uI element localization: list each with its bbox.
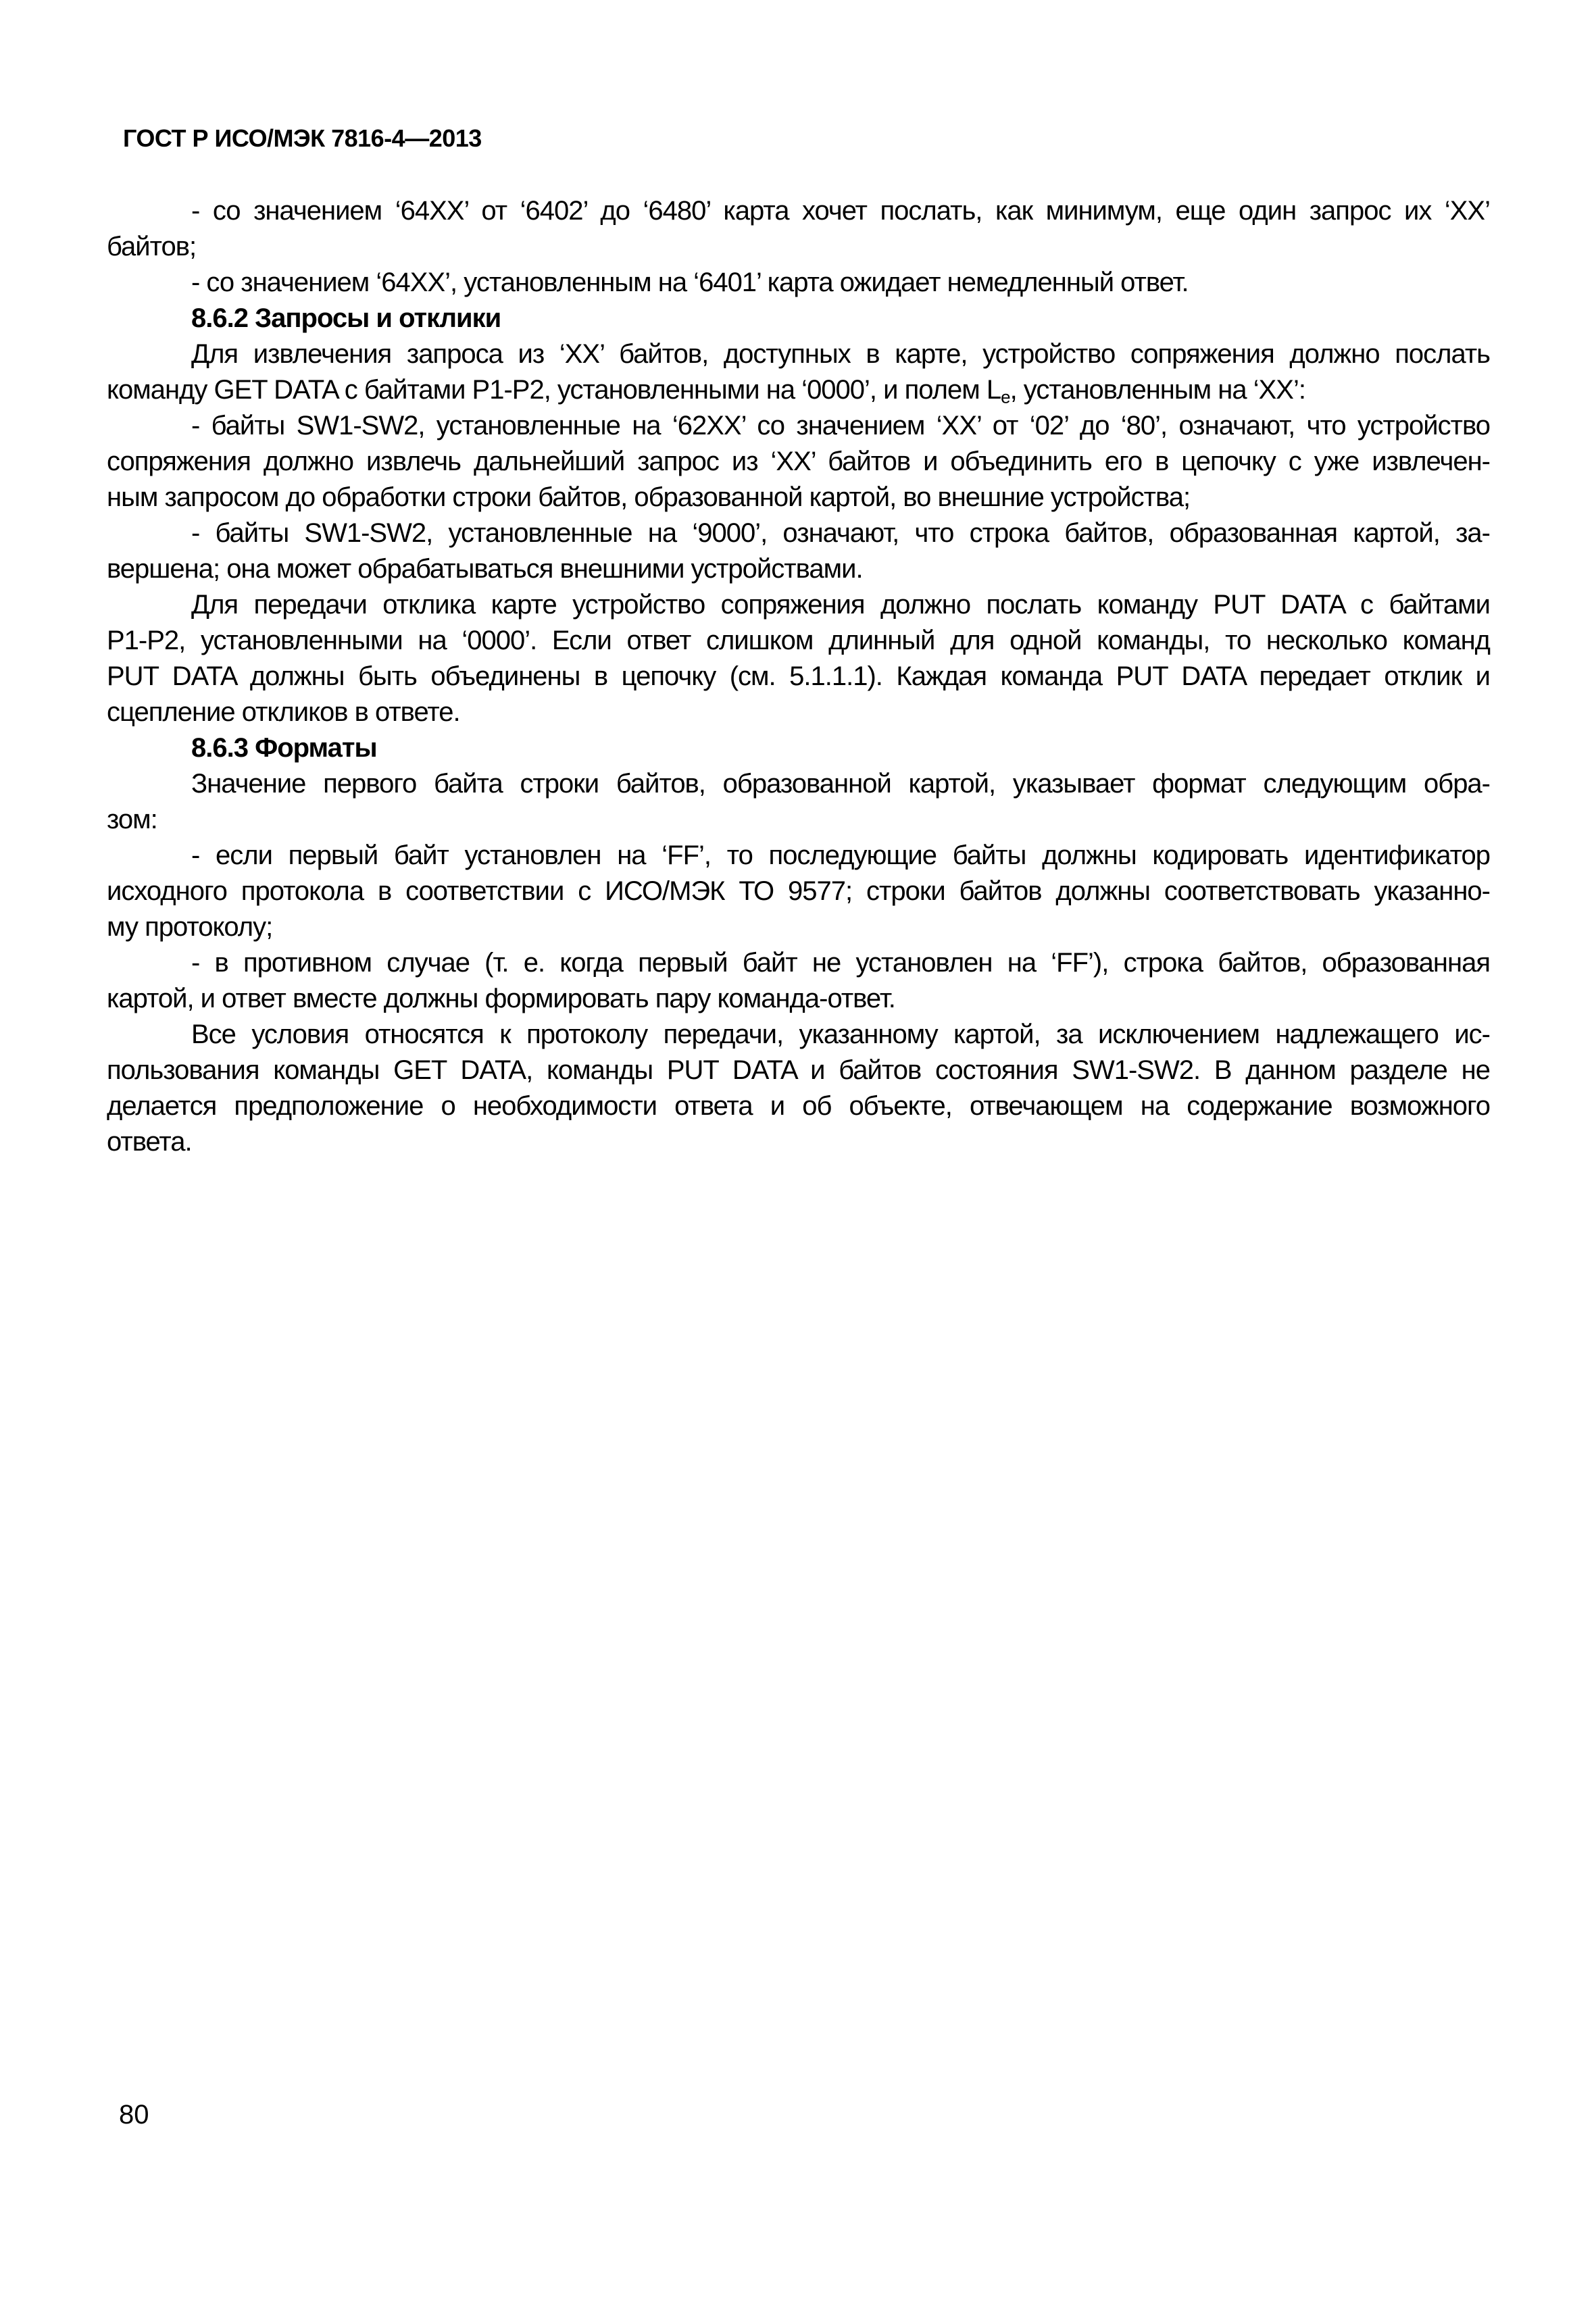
text-line: ответа. xyxy=(107,1127,192,1157)
paragraph xyxy=(107,336,1490,408)
text-line: Для передачи отклика карте устройство сопряжения должно послать команду PUT DATA с байтами xyxy=(191,590,1490,620)
text-line: вершена; она может обрабатываться внешними устройствами. xyxy=(107,554,863,584)
paragraph xyxy=(107,587,1490,730)
text-line: команду GET DATA с байтами P1-P2, установленными на ‘0000’, и полем $L_e$, установленным на ‘XX’: xyxy=(107,375,1305,407)
section-heading xyxy=(107,301,1490,336)
text-line: байтов; xyxy=(107,232,197,261)
text-line: сцепление откликов в ответе. xyxy=(107,697,460,727)
text-line: - если первый байт установлен на ‘FF’, то последующие байты должны кодировать идентификатор xyxy=(191,840,1490,870)
text-line: Для извлечения запроса из ‘XX’ байтов, доступных в карте, устройство сопряжения должно послать xyxy=(191,339,1490,369)
paragraph xyxy=(107,1017,1490,1160)
paragraph xyxy=(107,766,1490,838)
text-line: 8.6.3 Форматы xyxy=(191,733,377,763)
text-line: картой, и ответ вместе должны формировать пару команда-ответ. xyxy=(107,984,895,1013)
text-line: - со значением ‘64XX’, установленным на ‘6401’ карта ожидает немедленный ответ. xyxy=(191,268,1189,297)
running-header-standard-designation: ГОСТ Р ИСО/МЭК 7816-4—2013 xyxy=(123,124,482,152)
page-number: 80 xyxy=(119,2100,149,2130)
subscript-e: e xyxy=(1001,386,1010,407)
text-line: исходного протокола в соответствии с ИСО/МЭК ТО 9577; строки байтов должны соответствовать указанно- xyxy=(107,876,1490,906)
text-line: му протоколу; xyxy=(107,912,273,942)
text-line: пользования команды GET DATA, команды PUT DATA и байтов состояния SW1-SW2. В данном разделе не xyxy=(107,1055,1490,1085)
text-line: ным запросом до обработки строки байтов, образованной картой, во внешние устройства; xyxy=(107,482,1191,512)
list-item xyxy=(107,265,1490,301)
list-item xyxy=(107,408,1490,515)
text-line: зом: xyxy=(107,805,157,834)
text-line: - со значением ‘64XX’ от ‘6402’ до ‘6480’ карта хочет послать, как минимум, еще один запрос их ‘XX’ xyxy=(191,196,1490,226)
list-item xyxy=(107,838,1490,945)
text-line: делается предположение о необходимости ответа и об объекте, отвечающем на содержание возможного xyxy=(107,1091,1490,1121)
list-item xyxy=(107,193,1490,265)
text-line: PUT DATA должны быть объединены в цепочку (см. 5.1.1.1). Каждая команда PUT DATA передает отклик и xyxy=(107,661,1490,691)
text-line: 8.6.2 Запросы и отклики xyxy=(191,303,501,333)
text-line: P1-P2, установленными на ‘0000’. Если ответ слишком длинный для одной команды, то несколько команд xyxy=(107,626,1490,655)
text-line: Значение первого байта строки байтов, образованной картой, указывает формат следующим обра- xyxy=(191,769,1490,799)
document-body xyxy=(107,193,1490,1160)
list-item xyxy=(107,515,1490,587)
text-line: Все условия относятся к протоколу передачи, указанному картой, за исключением надлежащего ис- xyxy=(191,1020,1490,1049)
list-item xyxy=(107,945,1490,1017)
text-line: сопряжения должно извлечь дальнейший запрос из ‘XX’ байтов и объединить его в цепочку с уже извлечен- xyxy=(107,447,1490,476)
text-line: - в противном случае (т. е. когда первый байт не установлен на ‘FF’), строка байтов, образованная xyxy=(191,948,1490,978)
text-line: - байты SW1-SW2, установленные на ‘9000’, означают, что строка байтов, образованная картой, за- xyxy=(191,518,1490,548)
section-heading xyxy=(107,730,1490,766)
text-line: - байты SW1-SW2, установленные на ‘62XX’ со значением ‘XX’ от ‘02’ до ‘80’, означают, что устройство xyxy=(191,411,1490,441)
